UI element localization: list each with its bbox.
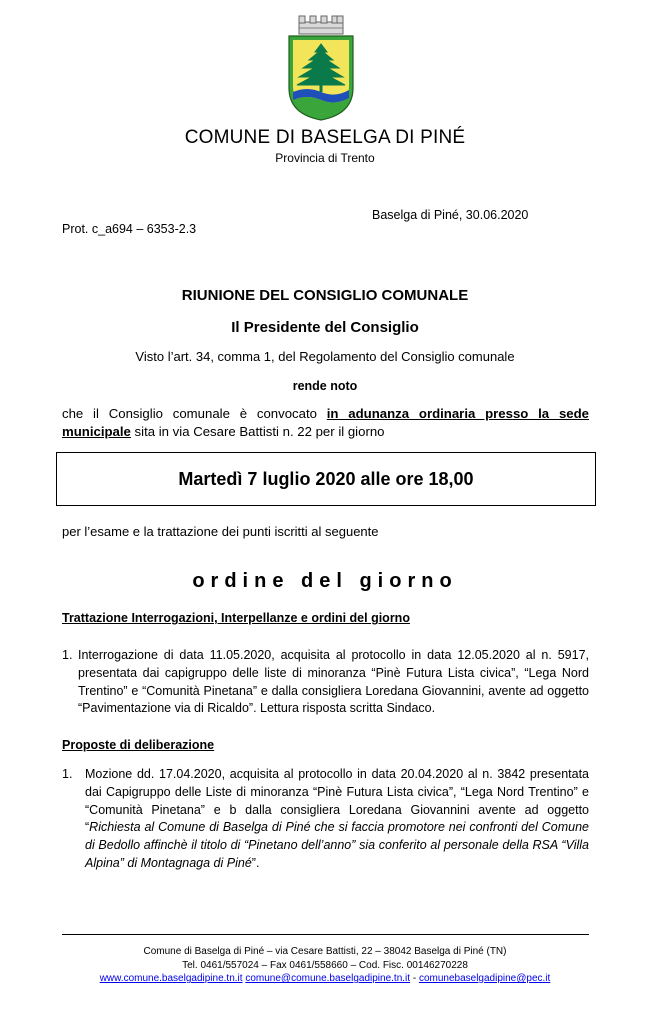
footer-divider: [62, 934, 589, 935]
section-heading-proposals: Proposte di deliberazione: [62, 738, 215, 752]
convocation-paragraph: [62, 405, 589, 441]
municipal-crest-logo: [285, 14, 357, 122]
meeting-datetime-box: [56, 452, 596, 506]
footer-address: Comune di Baselga di Piné – via Cesare Battisti, 22 – 38042 Baselga di Piné (TN): [143, 946, 507, 957]
convocation-text-after: sita in via Cesare Battisti n. 22 per il giorno: [130, 424, 385, 439]
item-number: 1.: [62, 767, 73, 781]
president-heading: Il Presidente del Consiglio: [231, 319, 419, 336]
municipality-name: COMUNE DI BASELGA DI PINÉ: [184, 127, 466, 148]
document-title: RIUNIONE DEL CONSIGLIO COMUNALE: [181, 287, 469, 304]
regulation-reference: Visto l’art. 34, comma 1, del Regolamento del Consiglio comunale: [135, 349, 515, 364]
footer-links: [0, 973, 650, 986]
protocol-number: Prot. c_a694 – 6353-2.3: [62, 222, 197, 236]
item-text: [85, 766, 589, 873]
meeting-datetime: Martedì 7 luglio 2020 alle ore 18,00: [178, 468, 474, 489]
place-date: Baselga di Piné, 30.06.2020: [372, 208, 529, 222]
agenda-title: ordine del giorno: [192, 570, 458, 592]
item-text: Interrogazione di data 11.05.2020, acquisita al protocollo in data 12.05.2020 al n. 5917, presentata dai capigruppo delle liste di minoranza “Pinè Futura Lista civica”, “Lega Nord Trentino” e “Comunità Pinetana” e dalla consigliera Loredana Giovannini, avente ad oggetto “Pavimentazione via di Ricaldo”. Lettura risposta scritta Sindaco.: [78, 648, 589, 716]
email-link[interactable]: comune@comune.baselgadipine.tn.it: [245, 973, 411, 984]
section-heading-interrogations: Trattazione Interrogazioni, Interpellanze e ordini del giorno: [62, 611, 410, 625]
convocation-emphasis: in adunanza ordinaria presso la sede municipale: [62, 406, 589, 439]
convocation-text-before: che il Consiglio comunale è convocato: [62, 406, 327, 421]
list-item: [62, 766, 589, 873]
rende-noto-label: rende noto: [292, 379, 358, 393]
pec-email-link[interactable]: comunebaselgadipine@pec.it: [418, 973, 551, 984]
footer-contacts: Tel. 0461/557024 – Fax 0461/558660 – Cod. Fisc. 00146270228: [182, 960, 468, 971]
item-text-italic: Richiesta al Comune di Baselga di Piné che si faccia promotore nei confronti del Comune di Bedollo affinchè il titolo di “Pinetano dell’anno” sia conferito al personale della RSA “Villa Alpina” di Montagnaga di Piné: [85, 820, 589, 870]
website-link[interactable]: www.comune.baselgadipine.tn.it: [99, 973, 243, 984]
link-separator: -: [410, 973, 419, 984]
item-number: 1.: [62, 648, 73, 662]
crown-icon: [299, 16, 343, 34]
item-text-end: ”.: [251, 855, 260, 870]
item-text-plain: Mozione dd. 17.04.2020, acquisita al protocollo in data 20.04.2020 al n. 3842 presentata dai Capigruppo delle Liste di minoranza “Pinè Futura Lista civica”, “Lega Nord Trentino” e “Comunità Pinetana” e b dalla consigliera Loredana Giovannini avente ad oggetto “: [85, 767, 589, 835]
list-item: [62, 647, 589, 718]
province-name: Provincia di Trento: [275, 151, 375, 165]
agenda-intro: per l’esame e la trattazione dei punti iscritti al seguente: [62, 524, 379, 539]
